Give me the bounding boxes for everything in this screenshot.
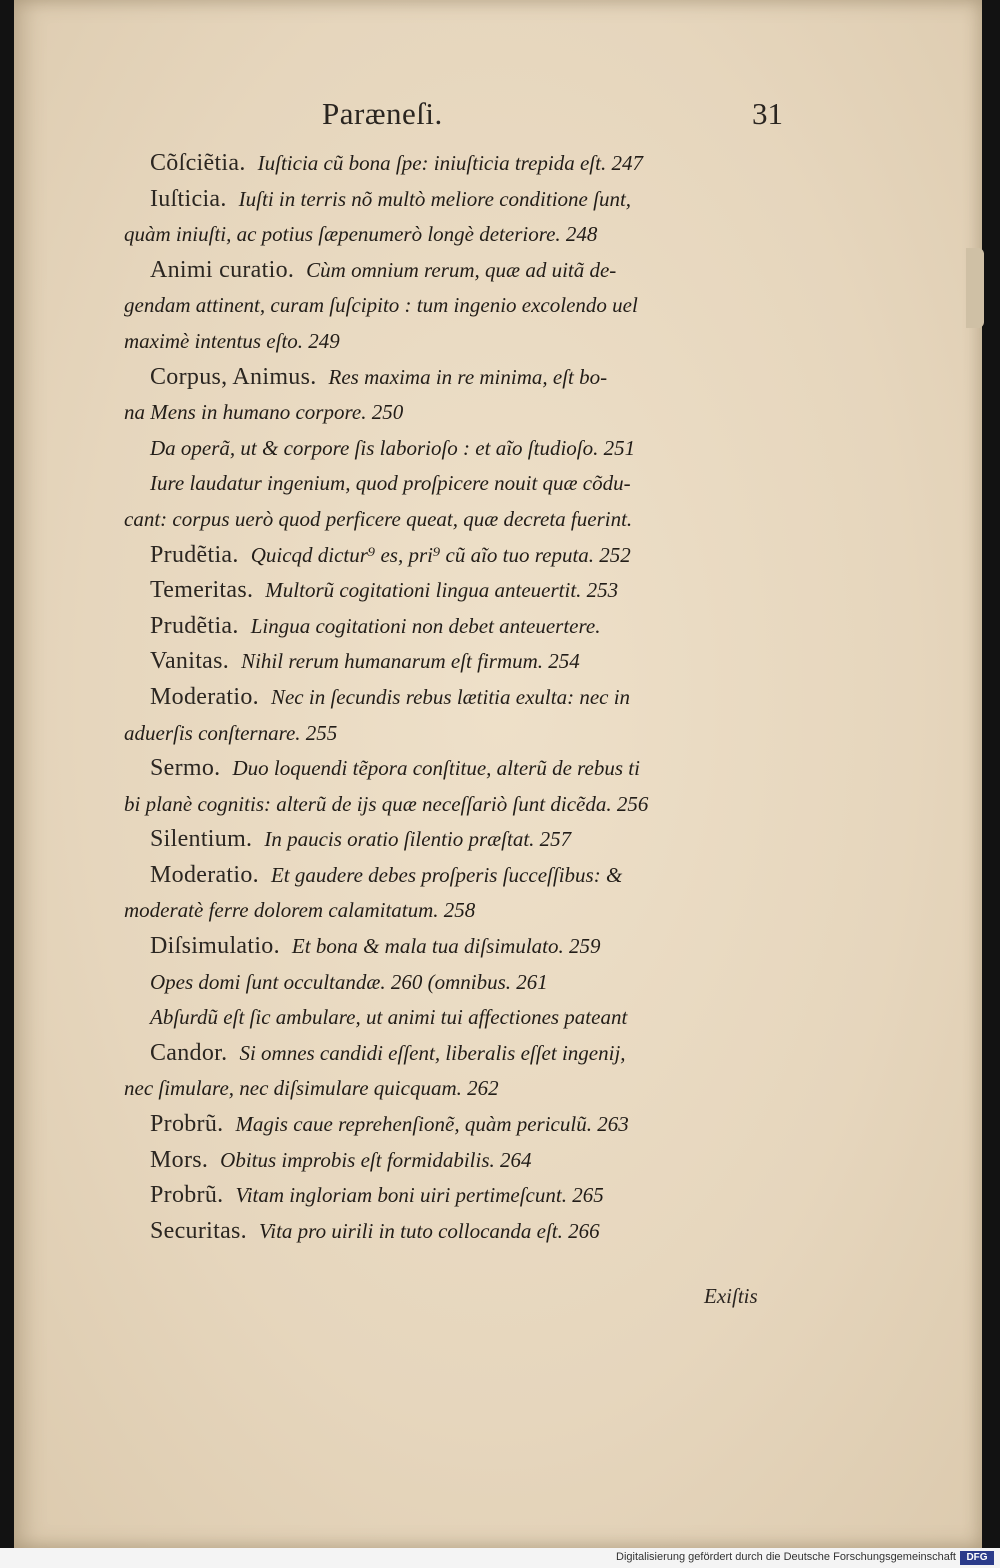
text-line [114, 893, 794, 929]
marginal-keyword: Iuſticia. [150, 185, 227, 212]
maxim-text: na Mens in humano corpore. 250 [124, 400, 404, 425]
text-line [114, 360, 794, 396]
maxim-text: Multorũ cogitationi lingua anteuertit. 253 [265, 578, 619, 603]
text-line [114, 182, 794, 218]
maxim-text: Et bona & mala tua diſsimulato. 259 [291, 934, 601, 959]
marginal-keyword: Diſsimulatio. [150, 933, 280, 960]
folio-number: 31 [752, 96, 783, 131]
text-line [114, 716, 794, 752]
text-line [114, 965, 794, 1001]
text-line [114, 822, 794, 858]
marginal-keyword: Candor. [150, 1039, 228, 1066]
marginal-keyword: Corpus, Animus. [150, 363, 317, 390]
marginal-keyword: Temeritas. [150, 577, 254, 604]
maxim-text: nec ſimulare, nec diſsimulare quicquam. 262 [124, 1076, 499, 1101]
dfg-logo: DFG [960, 1551, 994, 1565]
maxim-text: Nec in ſecundis rebus lætitia exulta: nec in [270, 684, 631, 709]
text-line [114, 288, 794, 324]
maxim-text: Duo loquendi tẽpora conſtitue, alterũ de rebus ti [232, 756, 640, 781]
text-line [114, 395, 794, 431]
text-line [114, 929, 794, 965]
maxim-text: Iuſticia cũ bona ſpe: iniuſticia trepida eſt. 247 [257, 151, 643, 175]
book-page [14, 0, 982, 1548]
marginal-keyword: Vanitas. [150, 648, 230, 675]
maxim-text: Magis caue reprehenſionẽ, quàm periculũ. 263 [235, 1112, 629, 1137]
text-line [114, 787, 794, 823]
text-line [114, 609, 794, 645]
text-line [114, 680, 794, 716]
text-line [114, 1143, 794, 1179]
text-line [114, 1071, 794, 1107]
maxim-text: Vitam ingloriam boni uiri pertimeſcunt. 265 [235, 1183, 604, 1208]
text-line [114, 146, 794, 182]
maxim-text: Vita pro uirili in tuto collocanda eſt. 266 [258, 1218, 600, 1243]
footer-bar [0, 1548, 1000, 1568]
maxim-text: In paucis oratio ſilentio præſtat. 257 [264, 827, 572, 852]
maxim-text: Res maxima in re minima, eſt bo- [328, 364, 608, 389]
marginal-keyword: Probrũ. [150, 1182, 224, 1209]
text-line [114, 858, 794, 894]
maxim-text: cant: corpus uerò quod perficere queat, quæ decreta fuerint. [124, 506, 633, 531]
text-line [114, 1214, 794, 1250]
text-line [114, 466, 794, 502]
maxim-text: quàm iniuſti, ac potius ſæpenumerò longè deteriore. 248 [124, 222, 598, 247]
text-line [114, 253, 794, 289]
text-line [114, 324, 794, 360]
marginal-keyword: Cõſciẽtia. [150, 150, 246, 176]
text-line [114, 217, 794, 253]
maxim-text: Lingua cogitationi non debet anteuertere. [250, 613, 601, 638]
maxim-text: Iure laudatur ingenium, quod proſpicere nouit quæ cõdu- [150, 471, 631, 496]
running-head: Paræneſi. [322, 96, 443, 131]
maxim-text: Obitus improbis eſt formidabilis. 264 [220, 1147, 532, 1172]
marginal-keyword: Prudẽtia. [150, 612, 239, 639]
text-line [114, 1178, 794, 1214]
text-line [114, 1036, 794, 1072]
text-block [114, 146, 794, 1249]
maxim-text: moderatè ferre dolorem calamitatum. 258 [124, 898, 476, 923]
footer-credit: Digitalisierung gefördert durch die Deutsche Forschungsgemeinschaft [616, 1551, 956, 1563]
marginal-keyword: Probrũ. [150, 1111, 224, 1138]
maxim-text: bi planè cognitis: alterũ de ijs quæ neceſſariò ſunt dicẽda. 256 [124, 791, 649, 816]
maxim-text: gendam attinent, curam ſuſcipito : tum ingenio excolendo uel [124, 293, 638, 318]
text-line [114, 573, 794, 609]
maxim-text: Si omnes candidi eſſent, liberalis eſſet ingenij, [239, 1040, 626, 1065]
maxim-text: Cùm omnium rerum, quæ ad uitã de- [306, 257, 617, 282]
text-line [114, 1000, 794, 1036]
maxim-text: Quicqd dictur⁹ es, pri⁹ cũ aĩo tuo reputa. 252 [250, 542, 631, 567]
maxim-text: Iuſti in terris nõ multò meliore conditione ſunt, [238, 186, 632, 211]
maxim-text: Et gaudere debes proſperis ſucceſſibus: & [270, 862, 623, 887]
maxim-text: Opes domi ſunt occultandæ. 260 (omnibus. 261 [150, 969, 548, 994]
text-line [114, 644, 794, 680]
marginal-keyword: Prudẽtia. [150, 541, 239, 568]
marginal-keyword: Silentium. [150, 826, 253, 853]
text-line [114, 538, 794, 574]
marginal-keyword: Securitas. [150, 1217, 247, 1244]
marginal-keyword: Animi curatio. [150, 256, 295, 283]
text-line [114, 1107, 794, 1143]
text-line [114, 431, 794, 467]
maxim-text: Da operã, ut & corpore ſis laborioſo : et aĩo ſtudioſo. 251 [150, 435, 636, 460]
page-header [14, 96, 982, 142]
marginal-keyword: Moderatio. [150, 861, 259, 888]
marginal-keyword: Moderatio. [150, 683, 259, 710]
page-edge-tab [966, 248, 984, 328]
text-line [114, 502, 794, 538]
maxim-text: aduerſis conſternare. 255 [124, 720, 338, 745]
text-line [114, 751, 794, 787]
maxim-text: Abſurdũ eſt ſic ambulare, ut animi tui affectiones pateant [150, 1005, 628, 1030]
marginal-keyword: Mors. [150, 1146, 209, 1173]
maxim-text: Nihil rerum humanarum eſt firmum. 254 [241, 649, 580, 674]
maxim-text: maximè intentus eſto. 249 [124, 328, 340, 353]
catchword: Exiſtis [704, 1284, 758, 1308]
marginal-keyword: Sermo. [150, 755, 221, 782]
